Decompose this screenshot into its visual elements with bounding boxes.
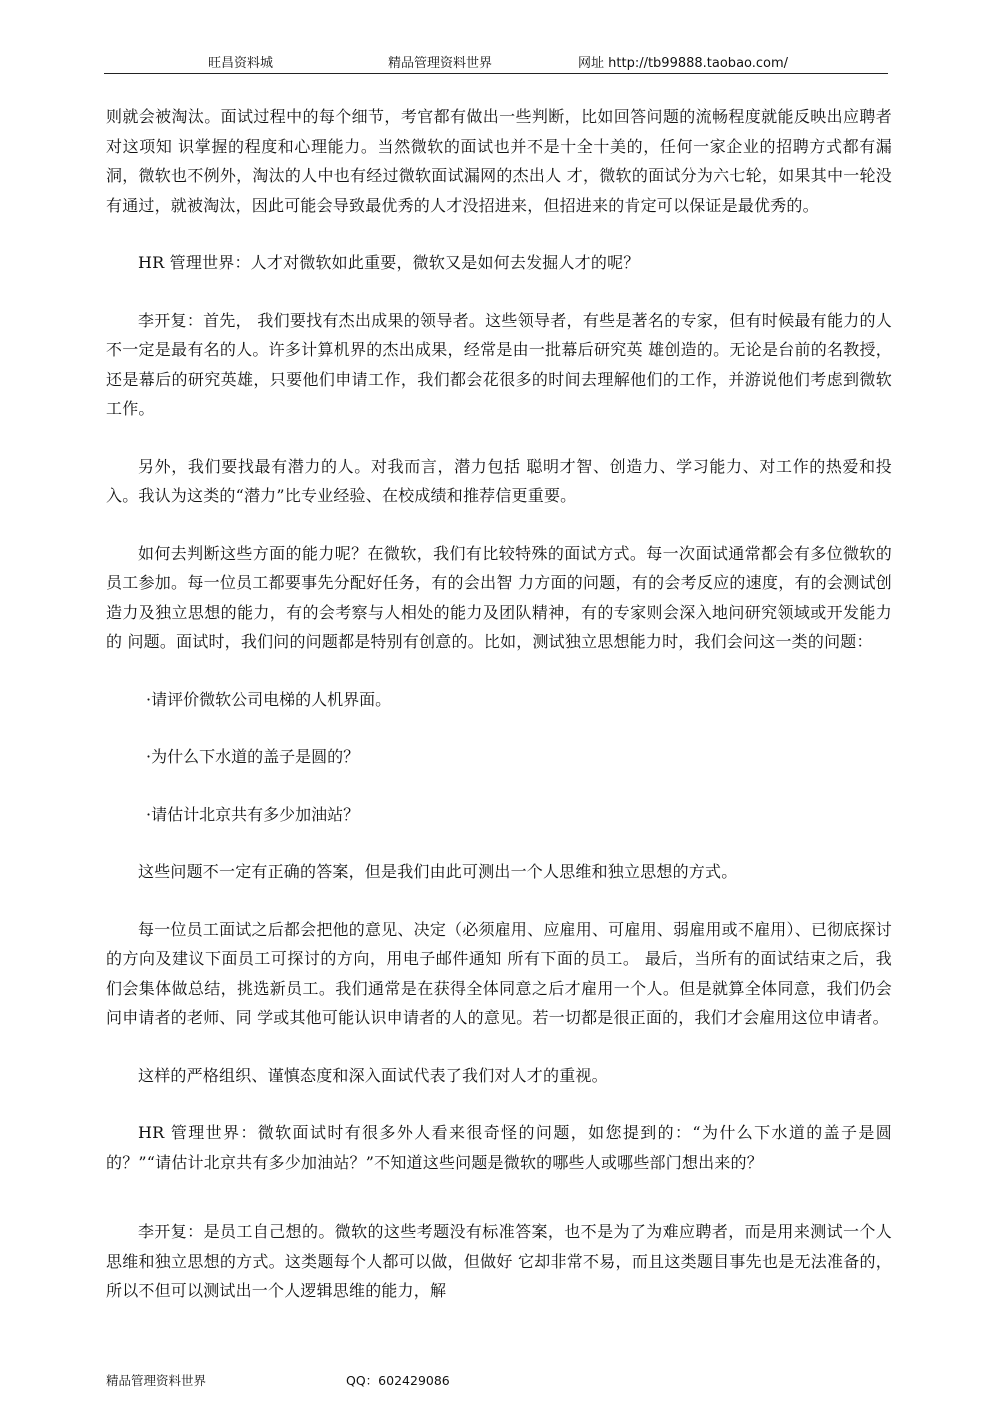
answer-paragraph: 如何去判断这些方面的能力呢？在微软，我们有比较特殊的面试方式。每一次面试通常都会有多位微软的员工参加。每一位员工都要事先分配好任务，有的会出智 力方面的问题，有的会考反应的速度，有的会测试创造力及独立思想的能力，有的会考察与人相处的能力及团队精神，有的专家则会深入地问研究领域或开发能力的 问题。面试时，我们问的问题都是特别有创意的。比如，测试独立思想能力时，我们会问这一类的问题：	[106, 543, 892, 651]
bullet-item: ·请估计北京共有多少加油站？	[146, 804, 360, 824]
page-footer	[106, 1371, 890, 1389]
bullet-item: ·请评价微软公司电梯的人机界面。	[146, 689, 392, 709]
answer-paragraph: 另外，我们要找最有潜力的人。对我而言，潜力包括 聪明才智、创造力、学习能力、对工作的热爱和投入。我认为这类的“潜力”比专业经验、在校成绩和推荐信更重要。	[106, 456, 892, 505]
question-paragraph: HR 管理世界：微软面试时有很多外人看来很奇怪的问题，如您提到的：“为什么下水道的盖子是圆的？”“请估计北京共有多少加油站？”不知道这些问题是微软的哪些人或哪些部门想出来的？	[106, 1123, 892, 1172]
footer-qq: QQ：602429086	[346, 1373, 450, 1388]
header-shop-name: 旺昌资料城	[208, 56, 274, 71]
question-paragraph: HR 管理世界：人才对微软如此重要，微软又是如何去发掘人才的呢？	[138, 253, 640, 272]
answer-paragraph: 这样的严格组织、谨慎态度和深入面试代表了我们对人才的重视。	[138, 1065, 608, 1085]
paragraph-continuation: 则就会被淘汰。面试过程中的每个细节，考官都有做出一些判断，比如回答问题的流畅程度就能反映出应聘者对这项知 识掌握的程度和心理能力。当然微软的面试也并不是十全十美的，任何一家企业的招聘方式都有漏洞，微软也不例外，淘汰的人中也有经过微软面试漏网的杰出人 才，微软的面试分为六七轮，如果其中一轮没有通过，就被淘汰，因此可能会导致最优秀的人才没招进来，但招进来的肯定可以保证是最优秀的。	[106, 107, 892, 215]
page-header	[0, 52, 992, 72]
footer-title: 精品管理资料世界	[106, 1373, 207, 1388]
answer-paragraph: 每一位员工面试之后都会把他的意见、决定（必须雇用、应雇用、可雇用、弱雇用或不雇用）、已彻底探讨的方向及建议下面员工可探讨的方向，用电子邮件通知 所有下面的员工。 最后，当所有的面试结束之后，我们会集体做总结，挑选新员工。我们通常是在获得全体同意之后才雇用一个人。但是就算全体同意，我们仍会问申请者的老师、同 学或其他可能认识申请者的人的意见。若一切都是很正面的，我们才会雇用这位申请者。	[106, 919, 892, 1027]
bullet-item: ·为什么下水道的盖子是圆的？	[146, 747, 360, 766]
document-body	[106, 102, 892, 1306]
answer-paragraph: 这些问题不一定有正确的答案，但是我们由此可测出一个人思维和独立思想的方式。	[138, 862, 738, 881]
answer-paragraph: 李开复：首先， 我们要找有杰出成果的领导者。这些领导者，有些是著名的专家，但有时候最有能力的人不一定是最有名的人。许多计算机界的杰出成果，经常是由一批幕后研究英 雄创造的。无论是台前的名教授，还是幕后的研究英雄，只要他们申请工作，我们都会花很多的时间去理解他们的工作，并游说他们考虑到微软工作。	[106, 310, 892, 418]
header-divider	[104, 73, 888, 74]
answer-paragraph: 李开复：是员工自己想的。微软的这些考题没有标准答案，也不是为了为难应聘者，而是用来测试一个人思维和独立思想的方式。这类题每个人都可以做，但做好 它却非常不易，而且这类题目事先也是无法准备的，所以不但可以测试出一个人逻辑思维的能力，解	[106, 1222, 892, 1300]
header-url: 网址 http://tb99888.taobao.com/	[578, 56, 789, 71]
header-title: 精品管理资料世界	[388, 56, 493, 71]
